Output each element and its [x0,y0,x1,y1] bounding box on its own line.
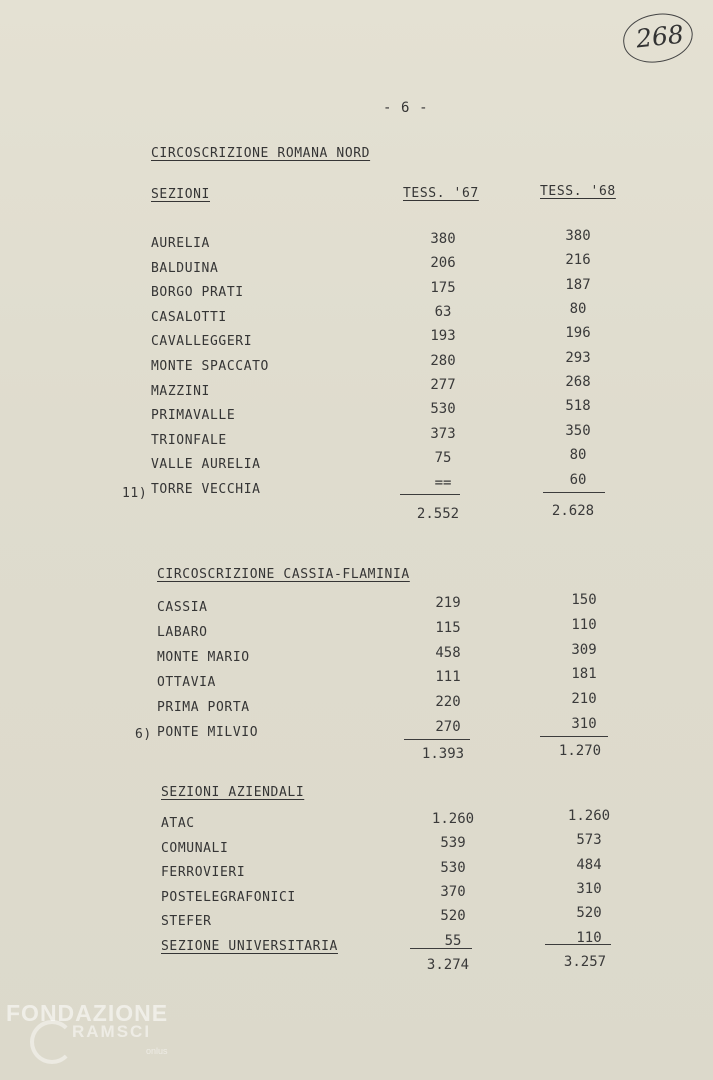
total-rule-1967 [404,739,470,740]
row-name: ATAC [161,816,195,831]
section-title-cassia: CIRCOSCRIZIONE CASSIA-FLAMINIA [157,567,410,582]
row-name: COMUNALI [161,840,229,856]
row-value-1968: 484 [576,856,602,873]
row-name: CASSIA [157,600,208,615]
row-value-1968: 350 [565,422,591,439]
row-value-1968: 110 [571,616,597,633]
row-value-1968: 309 [571,641,597,658]
section-cassia-total-1967: 1.393 [421,746,465,762]
row-name: TRIONFALE [151,432,227,448]
row-value-1968: 150 [571,592,597,608]
row-name: MONTE MARIO [157,650,250,665]
total-rule-1967 [410,948,472,949]
total-rule-1967 [400,494,460,495]
row-value-1967: 175 [430,279,456,296]
column-header-1968: TESS. '68 [540,184,616,199]
row-value-1967: 270 [435,718,461,735]
row-name: STEFER [161,914,212,930]
section-aziendali-total-1968: 3.257 [563,954,607,970]
row-name: PRIMAVALLE [151,408,236,424]
total-rule-1968 [545,944,611,945]
row-value-1968: 187 [565,276,591,293]
row-value-1967: 280 [430,352,456,369]
row-name: AURELIA [151,236,210,251]
row-name: MAZZINI [151,383,210,399]
page-number: - 6 - [383,100,429,116]
section-title-nord: CIRCOSCRIZIONE ROMANA NORD [151,146,371,161]
archive-stamp-number: 268 [634,19,686,54]
row-value-1968: 518 [565,398,591,415]
row-name: TORRE VECCHIA [151,482,261,497]
row-name: SEZIONE UNIVERSITARIA [161,939,338,954]
row-name: OTTAVIA [157,675,216,690]
row-value-1967: 55 [444,932,462,949]
row-name: CASALOTTI [151,309,227,325]
section-cassia-total-1968: 1.270 [558,743,602,759]
row-name: CAVALLEGGERI [151,334,253,350]
row-name: MONTE SPACCATO [151,359,269,374]
row-value-1967: 373 [430,425,456,442]
row-value-1967: 206 [430,255,456,272]
row-name: PONTE MILVIO [157,725,259,740]
row-name: FERROVIERI [161,865,246,881]
row-value-1968: 181 [571,666,597,683]
row-value-1968: 310 [571,715,597,732]
row-value-1967: 530 [440,859,466,876]
row-value-1967: 193 [430,328,456,345]
row-value-1967: 530 [430,401,456,418]
total-rule-1968 [543,492,605,493]
row-name: PRIMA PORTA [157,700,250,715]
row-value-1968: 210 [571,691,597,707]
column-header-1967: TESS. '67 [403,186,479,201]
watermark-logo-g [30,1020,74,1064]
row-value-1968: 1.260 [567,808,611,824]
watermark-foundation: FONDAZIONE [6,1000,169,1026]
row-value-1967: 458 [435,644,461,661]
row-name: BORGO PRATI [151,285,244,301]
row-name: LABARO [157,625,208,640]
row-value-1967: 115 [435,619,461,636]
row-value-1967: 539 [440,835,466,852]
row-value-1968: 80 [569,447,587,464]
row-value-1967: 520 [440,908,466,925]
section-cassia-count: 6) [135,727,152,742]
section-nord-count: 11) [122,486,148,501]
row-value-1967: 75 [434,450,452,467]
row-value-1967: 111 [435,669,461,686]
row-value-1968: 573 [576,832,602,849]
row-value-1968: 520 [576,905,602,922]
row-value-1968: 310 [576,880,602,897]
row-value-1967: 380 [430,231,456,247]
row-value-1968: 268 [565,374,591,391]
row-value-1968: 216 [565,252,591,269]
row-value-1968: 293 [565,349,591,366]
row-value-1968: 380 [565,228,591,244]
row-value-1967: 220 [435,694,461,710]
row-value-1968: 110 [576,929,602,946]
row-value-1967: == [434,474,452,491]
row-value-1967: 370 [440,883,466,900]
watermark-gramsci: RAMSCI [72,1022,152,1041]
section-title-aziendali: SEZIONI AZIENDALI [161,785,305,800]
row-value-1968: 196 [565,325,591,342]
row-name: VALLE AURELIA [151,457,261,473]
total-rule-1968 [540,736,608,737]
watermark-onlus: onlus [146,1046,168,1056]
row-value-1967: 219 [435,595,461,611]
row-value-1967: 277 [430,377,456,394]
row-value-1967: 1.260 [431,811,475,827]
row-value-1968: 60 [569,471,587,488]
section-nord-total-1968: 2.628 [551,503,595,519]
row-name: BALDUINA [151,260,219,276]
row-value-1968: 80 [569,301,587,318]
section-nord-total-1967: 2.552 [416,506,460,522]
row-value-1967: 63 [434,304,452,321]
row-name: POSTELEGRAFONICI [161,889,296,905]
column-header-sezioni: SEZIONI [151,187,210,202]
section-aziendali-total-1967: 3.274 [426,957,470,973]
